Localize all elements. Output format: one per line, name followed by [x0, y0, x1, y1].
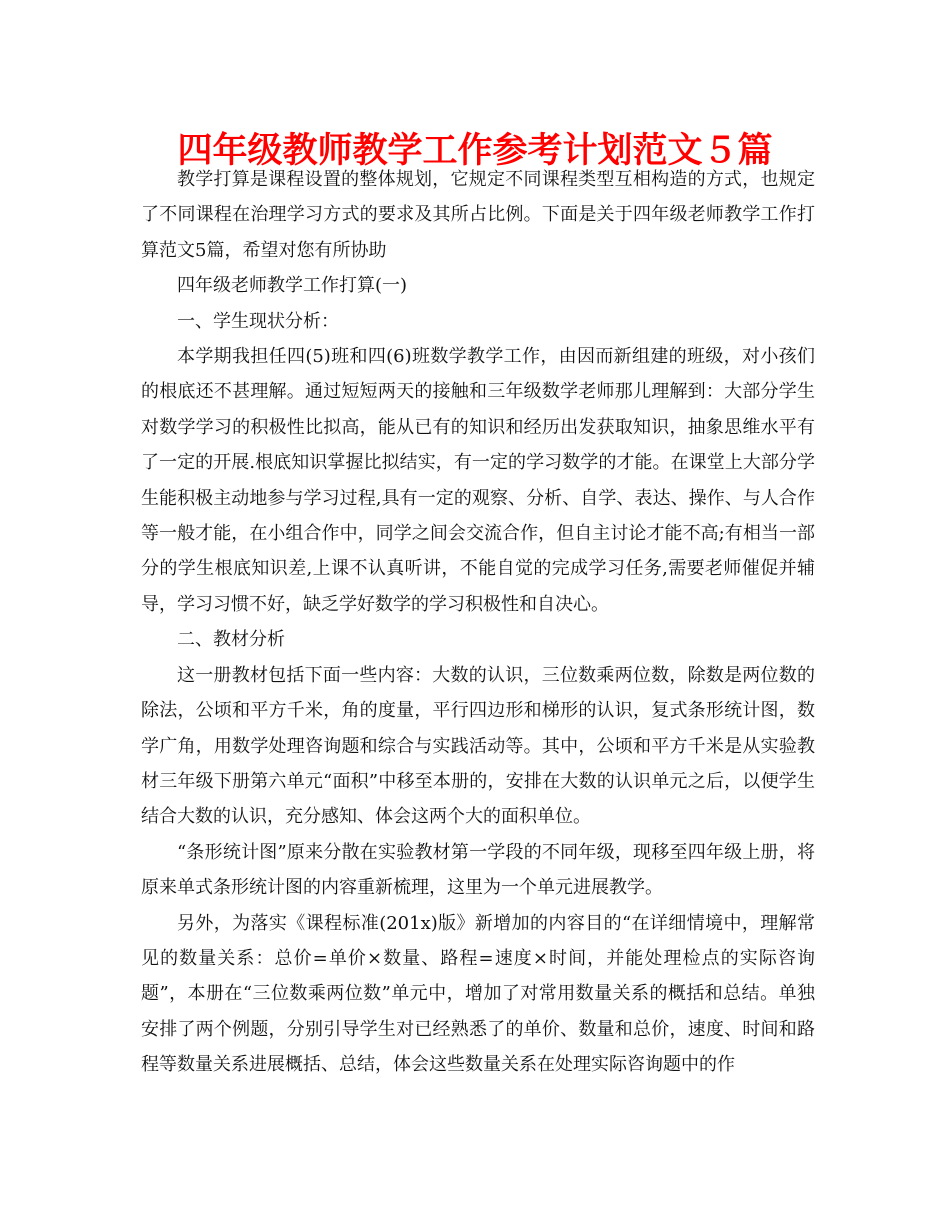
paragraph-additional: 另外，为落实《课程标准(201x)版》新增加的内容目的“在详细情境中，理解常见的数量关系：总价=单价×数量、路程=速度×时间，并能处理检点的实际咨询题”，本册在“三位数乘两位数”单元中，增加了对常用数量关系的概括和总结。单独安排了两个例题，分别引导学生对已经熟悉了的单价、数量和总价，速度、时间和路程等数量关系进展概括、总结，体会这些数量关系在处理实际咨询题中的作: [141, 912, 815, 1076]
section-heading-students: 一、学生现状分析：: [177, 310, 339, 332]
paragraph-textbook: 这一册教材包括下面一些内容：大数的认识，三位数乘两位数，除数是两位数的除法，公顷和平方千米，角的度量，平行四边形和梯形的认识，复式条形统计图，数学广角，用数学处理咨询题和综合与实践活动等。其中，公顷和平方千米是从实验教材三年级下册第六单元“面积”中移至本册的，安排在大数的认识单元之后，以便学生结合大数的认识，充分感知、体会这两个大的面积单位。: [141, 664, 815, 828]
paragraph-plan-heading: 四年级老师教学工作打算(一): [177, 275, 408, 297]
paragraph-intro: 教学打算是课程设置的整体规划，它规定不同课程类型互相构造的方式，也规定了不同课程在治理学习方式的要求及其所占比例。下面是关于四年级老师教学工作打算范文5篇，希望对您有所协助: [141, 169, 815, 261]
document-title: 四年级教师教学工作参考计划范文５篇: [177, 131, 773, 171]
document-body: [141, 162, 815, 1083]
paragraph-students: 本学期我担任四(5)班和四(6)班数学教学工作，由因而新组建的班级，对小孩们的根底还不甚理解。通过短短两天的接触和三年级数学老师那儿理解到：大部分学生对数学学习的积极性比拟高，能从已有的知识和经历出发获取知识，抽象思维水平有了一定的开展.根底知识掌握比拟结实，有一定的学习数学的才能。在课堂上大部分学生能积极主动地参与学习过程,具有一定的观察、分析、自学、表达、操作、与人合作等一般才能，在小组合作中，同学之间会交流合作，但自主讨论才能不高;有相当一部分的学生根底知识差,上课不认真听讲，不能自觉的完成学习任务,需要老师催促并辅导，学习习惯不好，缺乏学好数学的学习积极性和自决心。: [141, 346, 815, 615]
section-heading-textbook: 二、教材分析: [177, 629, 285, 651]
paragraph-bar-chart: “条形统计图”原来分散在实验教材第一学段的不同年级，现移至四年级上册，将原来单式条形统计图的内容重新梳理，这里为一个单元进展教学。: [141, 841, 815, 899]
